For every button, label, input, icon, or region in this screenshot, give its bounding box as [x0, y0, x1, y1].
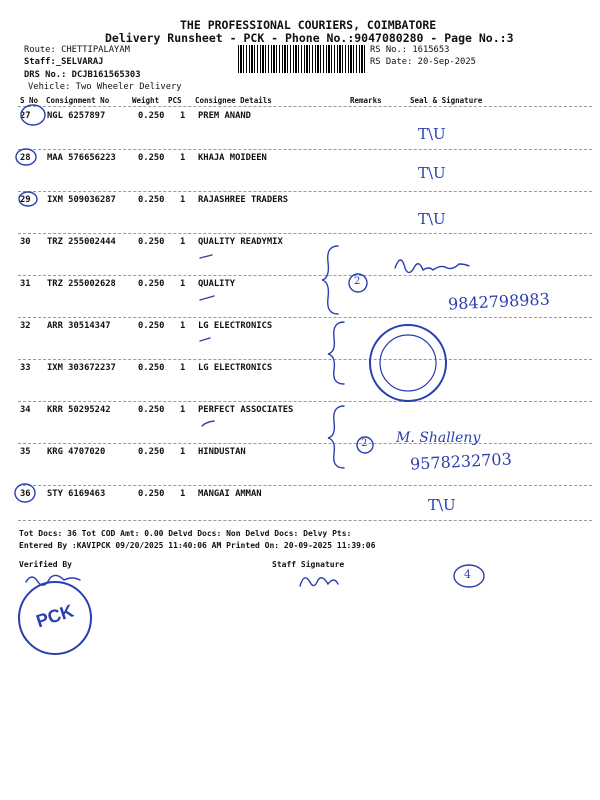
col-remarks: Remarks	[350, 96, 382, 105]
col-sno: S No	[20, 96, 39, 105]
row-weight: 0.250	[138, 405, 165, 415]
circle-mark-27	[21, 105, 45, 125]
row-sno: 28	[20, 153, 31, 163]
row-pcs: 1	[180, 153, 186, 163]
route-text: Route: CHETTIPALAYAM	[24, 45, 130, 55]
ink-dash	[200, 338, 210, 341]
handwritten-phone-1: 9842798983	[447, 289, 551, 314]
row-consignment: NGL 6257897	[47, 111, 106, 121]
row-weight: 0.250	[138, 447, 165, 457]
col-pcs: PCS	[168, 96, 182, 105]
row-weight: 0.250	[138, 489, 165, 499]
handwritten-tlu: T\U	[418, 210, 446, 228]
row-weight: 0.250	[138, 111, 165, 121]
col-consignee: Consignee Details	[195, 96, 272, 105]
row-consignee: PERFECT ASSOCIATES	[198, 405, 294, 415]
row-sno: 33	[20, 363, 31, 373]
col-weight: Weight	[132, 96, 160, 105]
row-pcs: 1	[180, 279, 186, 289]
row-sno: 32	[20, 321, 31, 331]
row-consignment: KRG 4707020	[47, 447, 106, 457]
rs-number: RS No.: 1615653	[370, 45, 450, 55]
row-weight: 0.250	[138, 237, 165, 247]
brace-mark	[328, 322, 344, 384]
row-pcs: 1	[180, 237, 186, 247]
row-consignee: QUALITY	[198, 279, 236, 289]
handwritten-mark-2: 2	[354, 276, 361, 287]
row-pcs: 1	[180, 447, 186, 457]
ink-dash	[200, 296, 214, 300]
staff-signature-scribble	[300, 578, 338, 586]
row-pcs: 1	[180, 489, 186, 499]
row-pcs: 1	[180, 321, 186, 331]
row-consignment: STY 6169463	[47, 489, 106, 499]
brace-mark	[328, 406, 344, 468]
row-sno: 36	[20, 489, 31, 499]
row-consignment: MAA 576656223	[47, 153, 116, 163]
verified-signature-scribble	[26, 575, 80, 585]
row-consignee: KHAJA MOIDEEN	[198, 153, 267, 163]
row-consignment: IXM 303672237	[47, 363, 116, 373]
row-consignment: IXM 509036287	[47, 195, 116, 205]
row-consignee: LG ELECTRONICS	[198, 321, 273, 331]
row-consignee: PREM ANAND	[198, 111, 251, 121]
verified-by-label: Verified By	[19, 560, 72, 569]
row-weight: 0.250	[138, 153, 165, 163]
row-pcs: 1	[180, 363, 186, 373]
row-sno: 31	[20, 279, 31, 289]
row-consignee: HINDUSTAN	[198, 447, 246, 457]
row-consignment: TRZ 255002628	[47, 279, 116, 289]
handwritten-tlu: T\U	[418, 164, 446, 182]
row-pcs: 1	[180, 195, 186, 205]
row-sno: 34	[20, 405, 31, 415]
row-weight: 0.250	[138, 363, 165, 373]
handwritten-name: M. Shalleny	[396, 430, 481, 446]
row-weight: 0.250	[138, 279, 165, 289]
row-sno: 30	[20, 237, 31, 247]
circle-mark-29	[19, 192, 37, 206]
ink-dash	[200, 255, 212, 258]
page-count-number: 4	[464, 568, 471, 581]
row-sno: 35	[20, 447, 31, 457]
totals-line: Tot Docs: 36 Tot COD Amt: 0.00 Delvd Docs: Non Delvd Docs: Delvy Pts:	[19, 529, 352, 538]
row-consignee: QUALITY READYMIX	[198, 237, 283, 247]
entered-by-line: Entered By :KAVIPCK 09/20/2025 11:40:06 AM Printed On: 20-09-2025 11:39:06	[19, 541, 376, 550]
pck-stamp-text: PCK	[33, 600, 77, 632]
company-round-stamp	[370, 325, 446, 401]
vehicle-text: Vehicle: Two Wheeler Delivery	[28, 82, 182, 92]
circle-mark-36	[15, 484, 35, 502]
company-title: THE PROFESSIONAL COURIERS, COIMBATORE	[180, 18, 437, 32]
circle-mark-28	[16, 149, 36, 165]
row-consignee: MANGAI AMMAN	[198, 489, 262, 499]
company-round-stamp-inner	[380, 335, 436, 391]
row-consignment: ARR 30514347	[47, 321, 111, 331]
row-consignment: KRR 50295242	[47, 405, 111, 415]
staff-signature-label: Staff Signature	[272, 560, 345, 569]
rs-date: RS Date: 20-Sep-2025	[370, 57, 476, 67]
row-weight: 0.250	[138, 195, 165, 205]
brace-mark	[322, 246, 338, 314]
staff-text: Staff:_SELVARAJ	[24, 57, 104, 67]
handwritten-mark-2: 2	[361, 438, 368, 449]
runsheet-subtitle: Delivery Runsheet - PCK - Phone No.:9047080280 - Page No.:3	[105, 31, 514, 45]
drs-number: DRS No.: DCJB161565303	[24, 70, 141, 80]
col-consignment: Consignment No	[46, 96, 110, 105]
row-consignee: RAJASHREE TRADERS	[198, 195, 289, 205]
handwritten-tlu: T\U	[418, 125, 446, 143]
row-sno: 27	[20, 111, 31, 121]
row-pcs: 1	[180, 405, 186, 415]
handwritten-phone-2: 9578232703	[409, 449, 513, 474]
ink-dash	[202, 421, 214, 426]
row-consignee: LG ELECTRONICS	[198, 363, 273, 373]
col-seal-signature: Seal & Signature	[410, 96, 483, 105]
signature-scribble	[395, 260, 469, 273]
row-sno: 29	[20, 195, 31, 205]
handwritten-tlu: T\U	[428, 496, 456, 514]
row-weight: 0.250	[138, 321, 165, 331]
row-pcs: 1	[180, 111, 186, 121]
row-consignment: TRZ 255002444	[47, 237, 116, 247]
